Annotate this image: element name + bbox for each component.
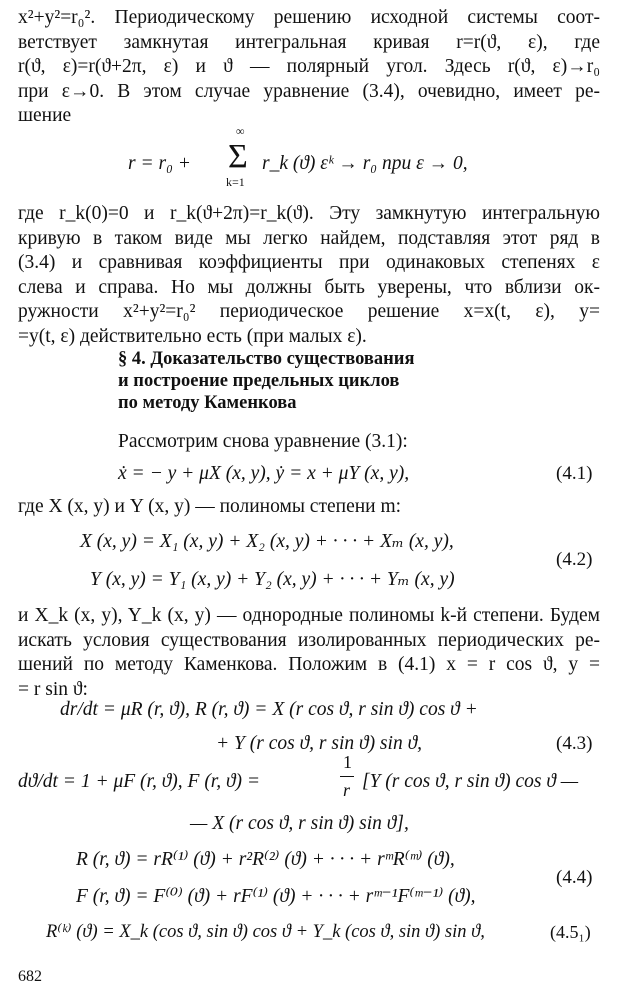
equation-number-4-3: (4.3) (556, 733, 593, 754)
equation-4-3-line-1: dr/dt = μR (r, ϑ), R (r, ϑ) = X (r cos ϑ, r sin ϑ) cos ϑ + (60, 699, 478, 720)
para4-line: где X (x, y) и Y (x, y) — полиномы степени m: (18, 496, 402, 517)
para2-line: ружности x²+y²=r₀² периодическое решение x=x(t, ε), y= (18, 301, 600, 322)
intro-line: при ε→0. В этом случае уравнение (3.4), очевидно, имеет ре- (18, 80, 600, 102)
page-number: 682 (18, 968, 42, 985)
fraction-denominator: r (343, 780, 351, 800)
section-heading-line: § 4. Доказательство существования (118, 349, 415, 369)
section-heading (118, 348, 558, 414)
intro-line: шение (18, 105, 72, 126)
equation-4-5-1: R⁽ᵏ⁾ (ϑ) = X_k (cos ϑ, sin ϑ) cos ϑ + Y_k (cos ϑ, sin ϑ) sin ϑ, (46, 922, 485, 942)
para2-line: (3.4) и сравнивая коэффициенты при одинаковых степенях ε (18, 252, 600, 273)
intro-line: x²+y²=r₀². Периодическому решению исходной системы соот- (18, 7, 600, 28)
equation-4-3-line-2: + Y (r cos ϑ, r sin ϑ) sin ϑ, (216, 733, 423, 754)
paragraph-5 (18, 604, 600, 702)
equation-number-4-5-1: (4.5₁) (550, 922, 591, 942)
equation-4-1: ẋ = − y + μX (x, y), ẏ = x + μY (x, y), (118, 463, 410, 484)
section-heading-line: по методу Каменкова (118, 393, 297, 413)
intro-line: ветствует замкнутая интегральная кривая r=r(ϑ, ε), где (18, 31, 600, 53)
para2-line: =y(t, ε) действительно есть (при малых ε). (18, 325, 367, 347)
para2-line: кривую в таком виде мы легко найдем, подставляя этот ряд в (18, 227, 600, 249)
paragraph-4 (18, 495, 600, 520)
equation-number-4-2: (4.2) (556, 549, 593, 570)
series-term: r_k (ϑ) εᵏ → r₀ при ε → 0, (262, 153, 468, 174)
equation-number-4-1: (4.1) (556, 463, 593, 484)
intro-line: r(ϑ, ε)=r(ϑ+2π, ε) и ϑ — полярный угол. Здесь r(ϑ, ε)→r₀ (18, 56, 600, 77)
paragraph-2 (18, 202, 600, 349)
equation-number-4-4: (4.4) (556, 867, 593, 888)
series-lhs: r = r₀ + (128, 153, 191, 174)
equation-4-2-line-1: X (x, y) = X₁ (x, y) + X₂ (x, y) + · · · + Xₘ (x, y), (80, 531, 454, 552)
paragraph-3 (118, 430, 598, 455)
section-heading-line: и построение предельных циклов (118, 371, 400, 391)
equation-4-3-line-4: — X (r cos ϑ, r sin ϑ) sin ϑ], (190, 813, 409, 834)
para2-line: где r_k(0)=0 и r_k(ϑ+2π)=r_k(ϑ). Эту замкнутую интегральную (18, 203, 600, 224)
intro-paragraph (18, 6, 600, 129)
fraction-bar (340, 776, 354, 777)
equation-4-3-line-3-right: [Y (r cos ϑ, r sin ϑ) cos ϑ — (362, 771, 579, 792)
fraction-numerator: 1 (343, 752, 352, 772)
equation-4-3-line-3-left: dϑ/dt = 1 + μF (r, ϑ), F (r, ϑ) = (18, 771, 261, 792)
sum-lower-limit: k=1 (226, 175, 245, 189)
para2-line: слева и справа. Но мы должны быть уверены, что вблизи ок- (18, 276, 600, 298)
para5-line: искать условия существования изолированных периодических ре- (18, 629, 600, 651)
para5-line: шений по методу Каменкова. Положим в (4.1) x = r cos ϑ, y = (18, 654, 600, 675)
equation-4-4-line-1: R (r, ϑ) = rR⁽¹⁾ (ϑ) + r²R⁽²⁾ (ϑ) + · · · + rᵐR⁽ᵐ⁾ (ϑ), (76, 849, 455, 870)
sum-symbol: Σ (228, 138, 248, 175)
equation-4-2-line-2: Y (x, y) = Y₁ (x, y) + Y₂ (x, y) + · · · + Yₘ (x, y) (90, 569, 455, 590)
sum-upper-limit: ∞ (236, 124, 245, 138)
equation-4-4-line-2: F (r, ϑ) = F⁽⁰⁾ (ϑ) + rF⁽¹⁾ (ϑ) + · · · + rᵐ⁻¹F⁽ᵐ⁻¹⁾ (ϑ), (76, 886, 476, 907)
para5-line: и X_k (x, y), Y_k (x, y) — однородные полиномы k-й степени. Будем (18, 605, 600, 626)
para3-line: Рассмотрим снова уравнение (3.1): (118, 431, 408, 452)
para5-line: = r sin ϑ: (18, 678, 88, 700)
